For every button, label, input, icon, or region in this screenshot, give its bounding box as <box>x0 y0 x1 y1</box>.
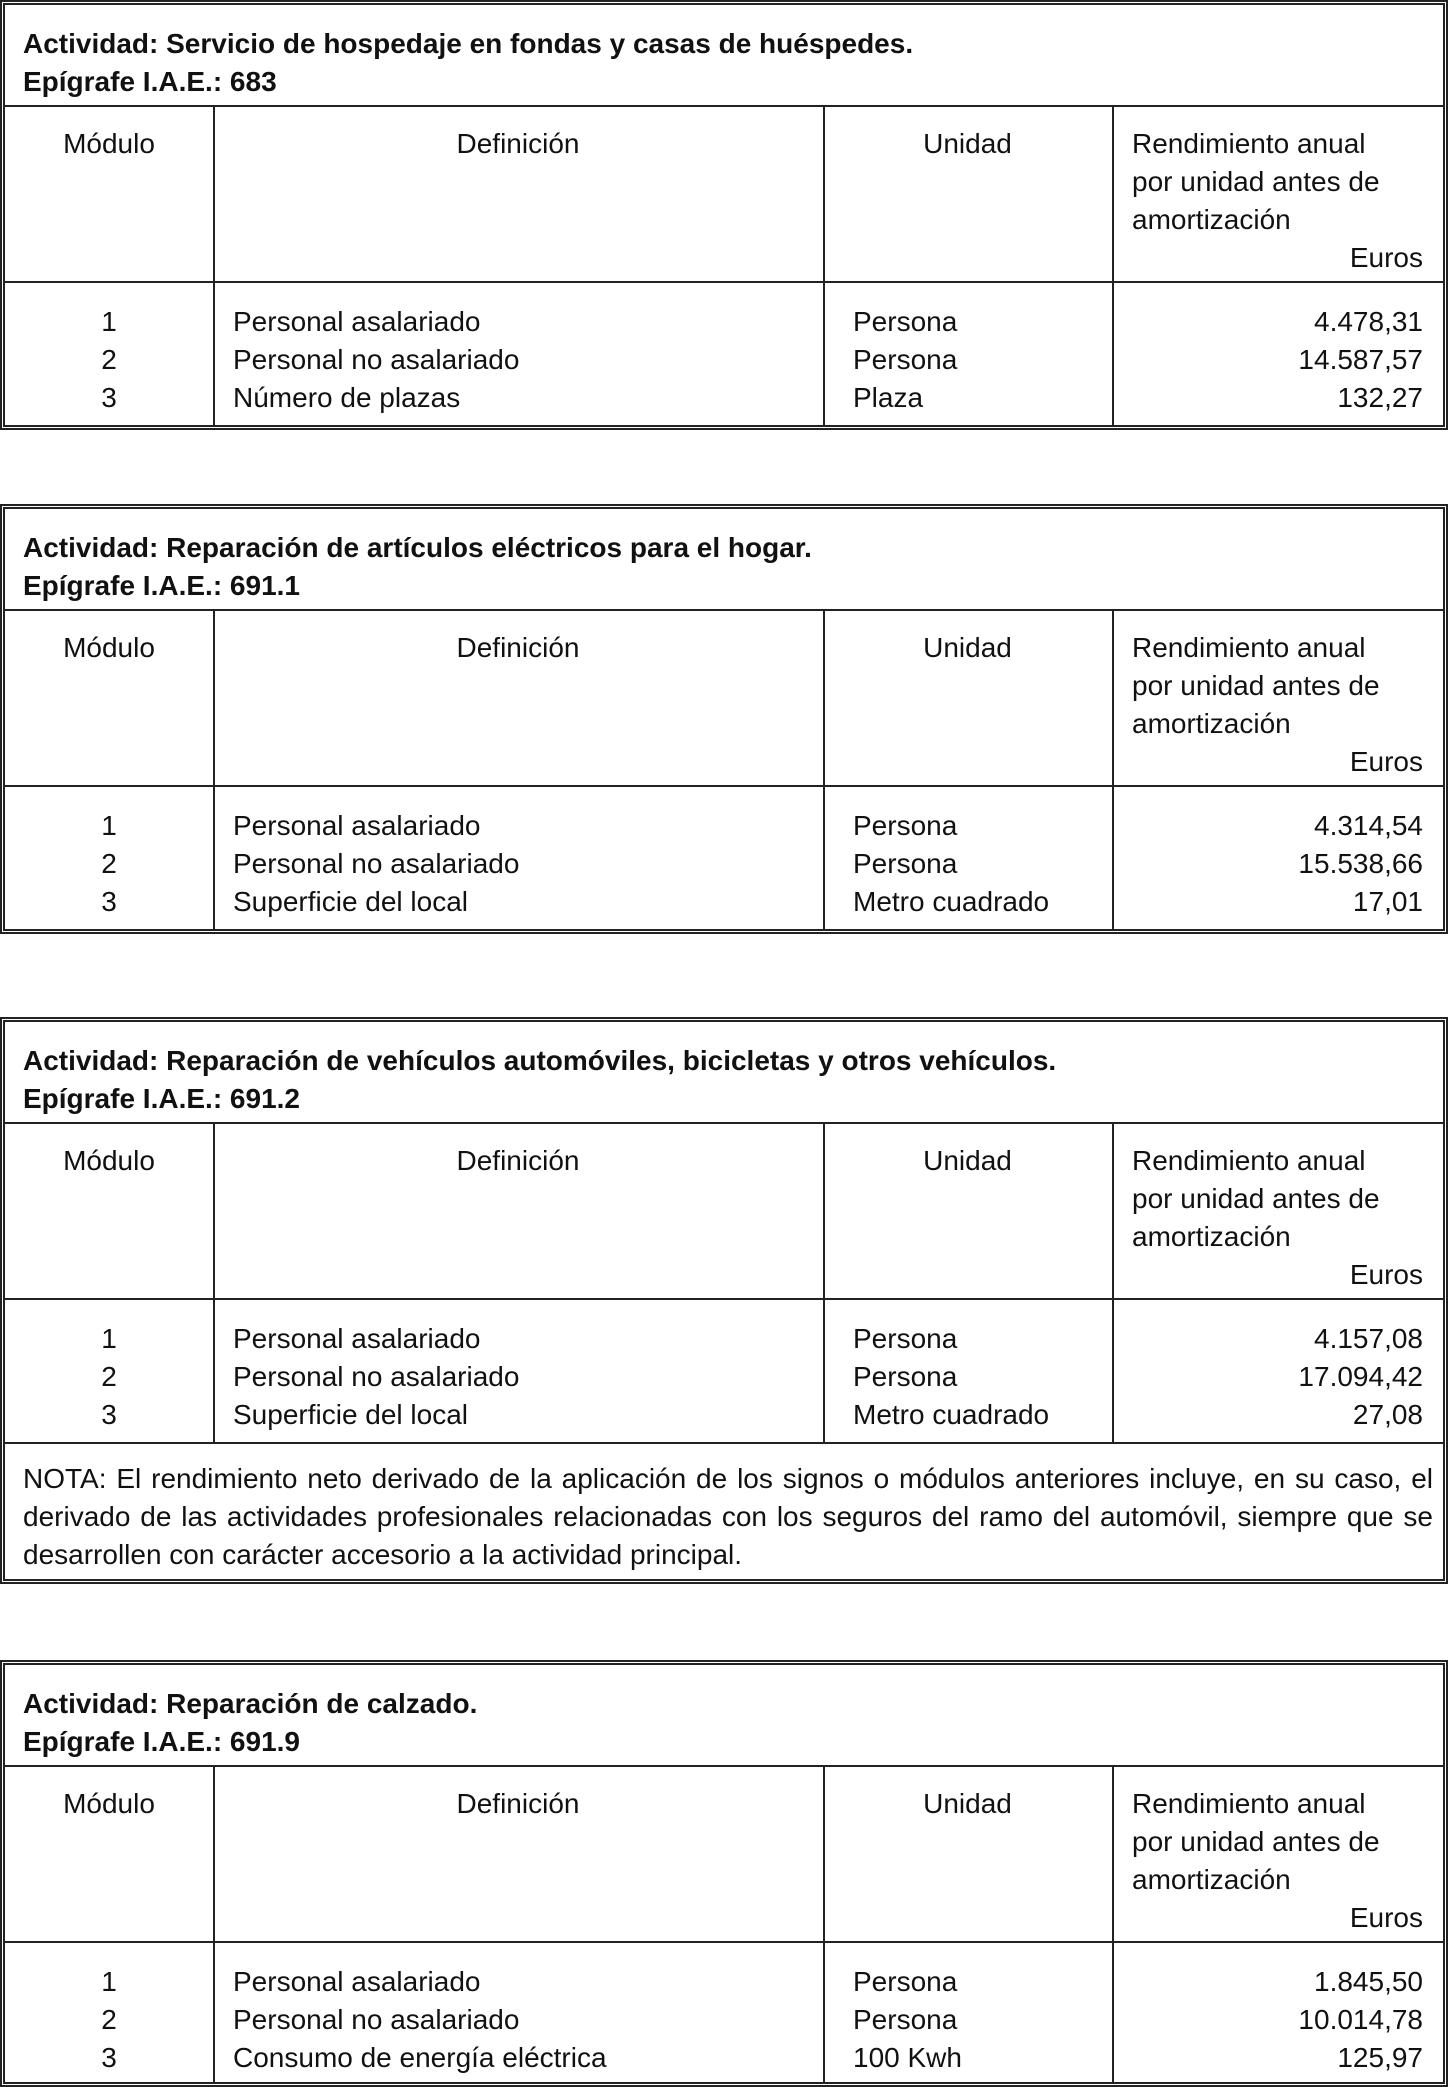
activity-table <box>0 0 1448 430</box>
column-divider <box>823 1124 825 1442</box>
cell-valor: 10.014,78 <box>1298 2004 1423 2035</box>
activity-table <box>0 1660 1448 2087</box>
cell-valor: 17,01 <box>1352 886 1423 917</box>
cell-unidad: Persona <box>853 306 958 337</box>
col-euros-header: Euros <box>1349 746 1423 777</box>
cell-unidad: Persona <box>853 1361 958 1392</box>
table-header <box>5 1022 1443 1124</box>
col-definicion-header: Definición <box>456 632 580 663</box>
cell-valor: 4.478,31 <box>1314 306 1423 337</box>
cell-valor: 14.587,57 <box>1298 344 1423 375</box>
activity-table <box>0 1017 1448 1584</box>
column-divider <box>823 1767 825 2082</box>
col-definicion-header: Definición <box>456 1145 580 1176</box>
col-rendimiento-header: por unidad antes de <box>1132 670 1380 701</box>
cell-definicion: Personal asalariado <box>233 810 481 841</box>
cell-unidad: Metro cuadrado <box>853 886 1050 917</box>
col-euros-header: Euros <box>1349 1259 1423 1290</box>
column-divider <box>213 1767 215 2082</box>
cell-modulo: 2 <box>101 344 117 375</box>
activity-table <box>0 504 1448 934</box>
col-rendimiento-header: por unidad antes de <box>1132 1826 1380 1857</box>
epigrafe-label: Epígrafe I.A.E.: 691.2 <box>23 1083 300 1114</box>
activity-title: Actividad: Reparación de artículos eléctricos para el hogar. <box>23 532 812 563</box>
col-rendimiento-header: Rendimiento anual <box>1132 128 1366 159</box>
cell-valor: 17.094,42 <box>1298 1361 1423 1392</box>
col-modulo-header: Módulo <box>63 1788 155 1819</box>
cell-definicion: Superficie del local <box>233 1399 469 1430</box>
cell-modulo: 3 <box>101 886 117 917</box>
cell-definicion: Superficie del local <box>233 886 469 917</box>
table-header <box>5 1665 1443 1767</box>
cell-definicion: Personal asalariado <box>233 1966 481 1997</box>
cell-definicion: Personal no asalariado <box>233 344 520 375</box>
cell-modulo: 1 <box>101 810 117 841</box>
col-rendimiento-header: por unidad antes de <box>1132 1183 1380 1214</box>
cell-definicion: Número de plazas <box>233 382 461 413</box>
epigrafe-label: Epígrafe I.A.E.: 683 <box>23 66 277 97</box>
activity-title: Actividad: Reparación de calzado. <box>23 1688 478 1719</box>
column-divider <box>823 107 825 425</box>
note-text: NOTA: El rendimiento neto derivado de la aplicación de los signos o módulos anteriores incluye, en su caso, el derivado de las actividades profesionales relacionadas con los seguros del ramo del automóvil, siempre que se desarrollen con carácter accesorio a la actividad principal. <box>23 1463 1433 1570</box>
cell-unidad: Persona <box>853 1966 958 1997</box>
cell-modulo: 2 <box>101 1361 117 1392</box>
col-modulo-header: Módulo <box>63 1145 155 1176</box>
cell-modulo: 3 <box>101 1399 117 1430</box>
cell-definicion: Consumo de energía eléctrica <box>233 2042 607 2073</box>
col-rendimiento-header: amortización <box>1132 708 1291 739</box>
col-modulo-header: Módulo <box>63 632 155 663</box>
col-rendimiento-header: por unidad antes de <box>1132 166 1380 197</box>
col-unidad-header: Unidad <box>923 1788 1012 1819</box>
col-rendimiento-header: amortización <box>1132 1221 1291 1252</box>
cell-valor: 15.538,66 <box>1298 848 1423 879</box>
cell-modulo: 1 <box>101 1323 117 1354</box>
col-unidad-header: Unidad <box>923 632 1012 663</box>
table-header <box>5 509 1443 611</box>
col-rendimiento-header: Rendimiento anual <box>1132 1788 1366 1819</box>
cell-modulo: 1 <box>101 1966 117 1997</box>
cell-unidad: Plaza <box>853 382 924 413</box>
cell-modulo: 1 <box>101 306 117 337</box>
col-modulo-header: Módulo <box>63 128 155 159</box>
cell-definicion: Personal asalariado <box>233 306 481 337</box>
cell-unidad: Metro cuadrado <box>853 1399 1050 1430</box>
col-definicion-header: Definición <box>456 1788 580 1819</box>
cell-definicion: Personal no asalariado <box>233 1361 520 1392</box>
cell-valor: 1.845,50 <box>1314 1966 1423 1997</box>
cell-valor: 125,97 <box>1337 2042 1423 2073</box>
cell-unidad: Persona <box>853 1323 958 1354</box>
col-euros-header: Euros <box>1349 242 1423 273</box>
cell-modulo: 3 <box>101 2042 117 2073</box>
activity-title: Actividad: Servicio de hospedaje en fondas y casas de huéspedes. <box>23 28 914 59</box>
cell-definicion: Personal asalariado <box>233 1323 481 1354</box>
cell-valor: 4.157,08 <box>1314 1323 1423 1354</box>
cell-valor: 4.314,54 <box>1314 810 1423 841</box>
col-rendimiento-header: amortización <box>1132 204 1291 235</box>
table-header <box>5 5 1443 107</box>
cell-definicion: Personal no asalariado <box>233 848 520 879</box>
col-euros-header: Euros <box>1349 1902 1423 1933</box>
cell-unidad: Persona <box>853 848 958 879</box>
col-rendimiento-header: Rendimiento anual <box>1132 632 1366 663</box>
col-unidad-header: Unidad <box>923 128 1012 159</box>
column-divider <box>823 611 825 929</box>
activity-title: Actividad: Reparación de vehículos automóviles, bicicletas y otros vehículos. <box>23 1045 1057 1076</box>
col-unidad-header: Unidad <box>923 1145 1012 1176</box>
cell-unidad: 100 Kwh <box>853 2042 962 2073</box>
cell-valor: 132,27 <box>1337 382 1423 413</box>
cell-unidad: Persona <box>853 344 958 375</box>
epigrafe-label: Epígrafe I.A.E.: 691.9 <box>23 1726 300 1757</box>
cell-unidad: Persona <box>853 810 958 841</box>
cell-modulo: 3 <box>101 382 117 413</box>
col-definicion-header: Definición <box>456 128 580 159</box>
column-divider <box>213 1124 215 1442</box>
cell-unidad: Persona <box>853 2004 958 2035</box>
column-divider <box>213 611 215 929</box>
col-rendimiento-header: amortización <box>1132 1864 1291 1895</box>
cell-modulo: 2 <box>101 2004 117 2035</box>
cell-modulo: 2 <box>101 848 117 879</box>
cell-definicion: Personal no asalariado <box>233 2004 520 2035</box>
col-rendimiento-header: Rendimiento anual <box>1132 1145 1366 1176</box>
epigrafe-label: Epígrafe I.A.E.: 691.1 <box>23 570 300 601</box>
cell-valor: 27,08 <box>1352 1399 1423 1430</box>
column-divider <box>213 107 215 425</box>
